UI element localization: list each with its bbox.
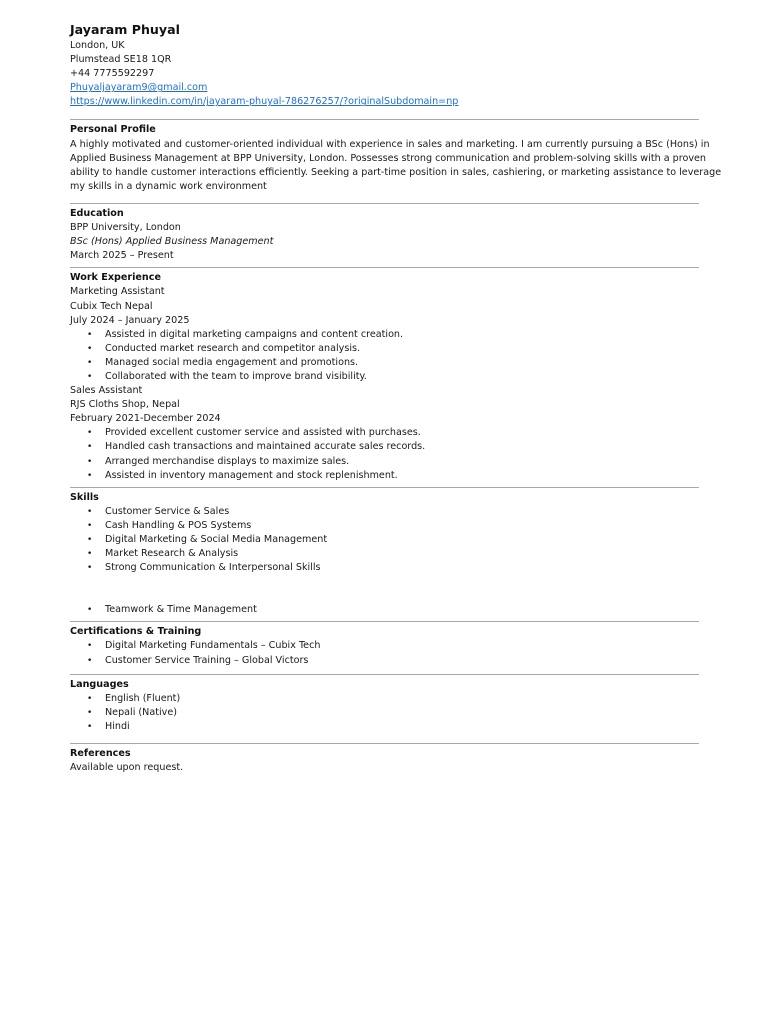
- profile-line: Applied Business Management at BPP University, London. Possesses strong communication and problem-solving skills with a proven: [70, 152, 706, 164]
- experience-section: [70, 271, 699, 482]
- references-text: Available upon request.: [70, 762, 184, 774]
- bullet-icon: •: [87, 357, 93, 368]
- bullet-icon: •: [87, 442, 93, 453]
- education-section: [70, 207, 699, 263]
- skills-list: [70, 505, 699, 618]
- profile-line: my skills in a dynamic work environment: [70, 180, 267, 192]
- job-duties-list: [70, 328, 699, 384]
- profile-line: A highly motivated and customer-oriented individual with experience in sales and marketing. I am currently pursuing a BSc (Hons) in: [70, 138, 710, 150]
- references-heading: References: [70, 748, 131, 760]
- section-divider: [70, 119, 699, 120]
- bullet-icon: •: [87, 693, 93, 704]
- skills-section: [70, 491, 699, 618]
- profile-section: [70, 123, 722, 193]
- city: London, UK: [70, 40, 125, 51]
- list-item: • Cash Handling & POS Systems: [70, 519, 699, 533]
- job-company: Cubix Tech Nepal: [70, 300, 153, 312]
- languages-section: [70, 678, 699, 734]
- bullet-icon: •: [87, 655, 93, 666]
- bullet-icon: •: [87, 641, 93, 652]
- list-item: • Nepali (Native): [70, 706, 699, 720]
- bullet-icon: •: [87, 329, 93, 340]
- job-company: RJS Cloths Shop, Nepal: [70, 399, 180, 411]
- bullet-icon: •: [87, 470, 93, 481]
- section-divider: [70, 203, 699, 204]
- bullet-icon: •: [87, 456, 93, 467]
- bullet-icon: •: [87, 371, 93, 382]
- bullet-icon: •: [87, 535, 93, 545]
- list-item: • English (Fluent): [70, 692, 699, 706]
- skills-heading: Skills: [70, 491, 99, 503]
- section-divider: [70, 487, 699, 488]
- languages-list: [70, 692, 699, 734]
- bullet-icon: •: [87, 707, 93, 718]
- bullet-icon: •: [87, 343, 93, 354]
- profile-line: ability to handle customer interactions efficiently. Seeking a part-time position in sales, cashiering, or marketing assistance to leverage: [70, 166, 722, 178]
- list-item: • Assisted in inventory management and stock replenishment.: [70, 469, 699, 483]
- section-divider: [70, 621, 699, 622]
- bullet-icon: •: [87, 428, 93, 439]
- languages-heading: Languages: [70, 678, 129, 690]
- list-item: • Collaborated with the team to improve brand visibility.: [70, 370, 699, 384]
- job-entry: [70, 285, 699, 384]
- list-item: • Market Research & Analysis: [70, 547, 699, 561]
- job-dates: July 2024 – January 2025: [70, 314, 190, 326]
- bullet-icon: •: [87, 506, 93, 517]
- education-dates: March 2025 – Present: [70, 250, 174, 262]
- phone-number: +44 7775592297: [70, 68, 155, 80]
- email-link[interactable]: Phuyaljayaram9@gmail.com: [70, 82, 208, 94]
- bullet-icon: •: [87, 549, 93, 560]
- list-item: • Arranged merchandise displays to maximize sales.: [70, 455, 699, 469]
- certifications-section: [70, 625, 699, 667]
- education-school: BPP University, London: [70, 222, 181, 234]
- section-divider: [70, 743, 699, 744]
- resume-content: [70, 22, 722, 775]
- list-item: • Strong Communication & Interpersonal Skills: [70, 561, 699, 575]
- address: Plumstead SE18 1QR: [70, 54, 172, 66]
- list-item: • Conducted market research and competitor analysis.: [70, 342, 699, 356]
- list-item: • Assisted in digital marketing campaigns and content creation.: [70, 328, 699, 342]
- contact-header: [70, 22, 699, 109]
- section-divider: [70, 674, 699, 675]
- references-section: [70, 747, 699, 775]
- certifications-list: [70, 639, 699, 667]
- experience-heading: Work Experience: [70, 272, 161, 284]
- job-entry: [70, 384, 699, 483]
- list-item: • Digital Marketing & Social Media Management: [70, 533, 699, 547]
- list-item: • Hindi: [70, 720, 699, 734]
- linkedin-link[interactable]: https://www.linkedin.com/in/jayaram-phuyal-786276257/?originalSubdomain=np: [70, 96, 459, 108]
- education-heading: Education: [70, 207, 124, 219]
- certifications-heading: Certifications & Training: [70, 626, 202, 638]
- list-item: • Handled cash transactions and maintained accurate sales records.: [70, 440, 699, 454]
- job-title: Sales Assistant: [70, 385, 143, 397]
- bullet-icon: •: [87, 563, 93, 574]
- section-divider: [70, 267, 699, 268]
- candidate-name: Jayaram Phuyal: [70, 22, 180, 37]
- bullet-icon: •: [87, 605, 93, 616]
- list-item: • Customer Service & Sales: [70, 505, 699, 519]
- job-duties-list: [70, 426, 699, 482]
- list-item: • Digital Marketing Fundamentals – Cubix Tech: [70, 639, 699, 653]
- education-degree: BSc (Hons) Applied Business Management: [70, 236, 274, 248]
- bullet-icon: •: [87, 520, 93, 531]
- list-item: • Provided excellent customer service and assisted with purchases.: [70, 426, 699, 440]
- bullet-icon: •: [87, 721, 93, 732]
- profile-heading: Personal Profile: [70, 124, 156, 136]
- list-item: • Managed social media engagement and promotions.: [70, 356, 699, 370]
- job-title: Marketing Assistant: [70, 286, 165, 298]
- job-dates: February 2021-December 2024: [70, 413, 221, 425]
- list-item: • Customer Service Training – Global Victors: [70, 654, 699, 668]
- list-item: • Teamwork & Time Management: [70, 603, 699, 617]
